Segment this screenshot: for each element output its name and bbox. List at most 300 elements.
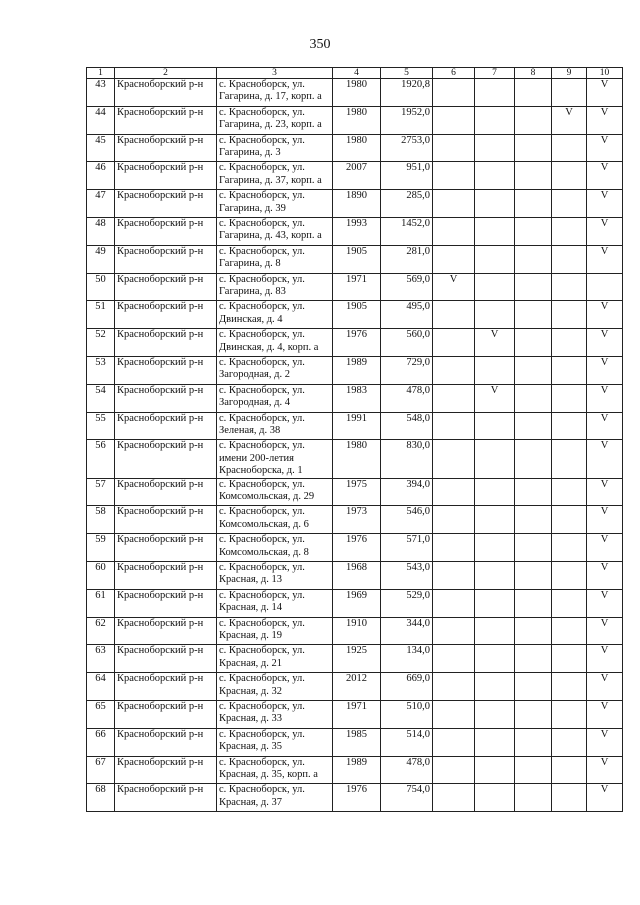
mark-cell-9 — [552, 784, 587, 812]
mark-cell-8 — [515, 617, 552, 645]
mark-cell-7 — [475, 134, 515, 162]
mark-cell-7: V — [475, 329, 515, 357]
area-cell: 394,0 — [381, 478, 433, 506]
mark-cell-9 — [552, 440, 587, 478]
year-cell: 1925 — [333, 645, 381, 673]
row-number: 50 — [87, 273, 115, 301]
mark-cell-6 — [433, 506, 475, 534]
area-cell: 510,0 — [381, 700, 433, 728]
mark-cell-7 — [475, 245, 515, 273]
area-cell: 344,0 — [381, 617, 433, 645]
district-cell: Красноборский р-н — [115, 728, 217, 756]
mark-cell-7 — [475, 645, 515, 673]
mark-cell-7 — [475, 506, 515, 534]
mark-cell-10: V — [587, 673, 623, 701]
year-cell: 1905 — [333, 301, 381, 329]
mark-cell-10: V — [587, 162, 623, 190]
area-cell: 285,0 — [381, 190, 433, 218]
mark-cell-6 — [433, 301, 475, 329]
mark-cell-6 — [433, 728, 475, 756]
address-cell: с. Красноборск, ул. Зеленая, д. 38 — [217, 412, 333, 440]
table-row — [87, 700, 623, 728]
area-cell: 546,0 — [381, 506, 433, 534]
year-cell: 1980 — [333, 134, 381, 162]
area-cell: 571,0 — [381, 534, 433, 562]
area-cell: 569,0 — [381, 273, 433, 301]
mark-cell-9 — [552, 645, 587, 673]
mark-cell-8 — [515, 534, 552, 562]
district-cell: Красноборский р-н — [115, 273, 217, 301]
area-cell: 543,0 — [381, 561, 433, 589]
table-body — [87, 79, 623, 812]
mark-cell-8 — [515, 784, 552, 812]
table-row — [87, 162, 623, 190]
mark-cell-10: V — [587, 756, 623, 784]
area-cell: 754,0 — [381, 784, 433, 812]
mark-cell-8 — [515, 700, 552, 728]
mark-cell-8 — [515, 673, 552, 701]
address-cell: с. Красноборск, ул. Загородная, д. 2 — [217, 356, 333, 384]
area-cell: 281,0 — [381, 245, 433, 273]
mark-cell-8 — [515, 440, 552, 478]
mark-cell-8 — [515, 384, 552, 412]
mark-cell-7 — [475, 728, 515, 756]
area-cell: 548,0 — [381, 412, 433, 440]
mark-cell-7 — [475, 700, 515, 728]
row-number: 44 — [87, 106, 115, 134]
area-cell: 514,0 — [381, 728, 433, 756]
mark-cell-9 — [552, 700, 587, 728]
district-cell: Красноборский р-н — [115, 301, 217, 329]
mark-cell-10: V — [587, 79, 623, 107]
table-row — [87, 534, 623, 562]
table-row — [87, 245, 623, 273]
address-cell: с. Красноборск, ул. Красная, д. 33 — [217, 700, 333, 728]
mark-cell-6 — [433, 561, 475, 589]
mark-cell-7 — [475, 217, 515, 245]
row-number: 45 — [87, 134, 115, 162]
column-header: 1 — [87, 68, 115, 79]
mark-cell-6 — [433, 329, 475, 357]
table-row — [87, 561, 623, 589]
address-cell: с. Красноборск, ул. Гагарина, д. 37, корп. а — [217, 162, 333, 190]
district-cell: Красноборский р-н — [115, 384, 217, 412]
table-row — [87, 506, 623, 534]
district-cell: Красноборский р-н — [115, 245, 217, 273]
area-cell: 478,0 — [381, 756, 433, 784]
mark-cell-6: V — [433, 273, 475, 301]
mark-cell-9 — [552, 384, 587, 412]
year-cell: 1989 — [333, 756, 381, 784]
district-cell: Красноборский р-н — [115, 190, 217, 218]
mark-cell-8 — [515, 412, 552, 440]
mark-cell-8 — [515, 645, 552, 673]
mark-cell-10: V — [587, 589, 623, 617]
mark-cell-9 — [552, 134, 587, 162]
mark-cell-10: V — [587, 134, 623, 162]
address-cell: с. Красноборск, ул. Комсомольская, д. 6 — [217, 506, 333, 534]
mark-cell-9 — [552, 356, 587, 384]
district-cell: Красноборский р-н — [115, 440, 217, 478]
mark-cell-7 — [475, 301, 515, 329]
mark-cell-10: V — [587, 617, 623, 645]
mark-cell-7 — [475, 412, 515, 440]
building-registry-table — [86, 67, 623, 812]
mark-cell-10: V — [587, 728, 623, 756]
year-cell: 1976 — [333, 534, 381, 562]
mark-cell-7 — [475, 79, 515, 107]
mark-cell-10: V — [587, 412, 623, 440]
area-cell: 1452,0 — [381, 217, 433, 245]
district-cell: Красноборский р-н — [115, 412, 217, 440]
mark-cell-10: V — [587, 301, 623, 329]
mark-cell-7 — [475, 673, 515, 701]
mark-cell-9 — [552, 534, 587, 562]
row-number: 63 — [87, 645, 115, 673]
mark-cell-6 — [433, 412, 475, 440]
mark-cell-6 — [433, 106, 475, 134]
column-header: 3 — [217, 68, 333, 79]
mark-cell-8 — [515, 756, 552, 784]
mark-cell-9 — [552, 561, 587, 589]
district-cell: Красноборский р-н — [115, 561, 217, 589]
mark-cell-9: V — [552, 106, 587, 134]
mark-cell-6 — [433, 217, 475, 245]
address-cell: с. Красноборск, ул. Гагарина, д. 8 — [217, 245, 333, 273]
mark-cell-7 — [475, 478, 515, 506]
district-cell: Красноборский р-н — [115, 506, 217, 534]
mark-cell-9 — [552, 506, 587, 534]
mark-cell-9 — [552, 245, 587, 273]
district-cell: Красноборский р-н — [115, 106, 217, 134]
year-cell: 1969 — [333, 589, 381, 617]
row-number: 61 — [87, 589, 115, 617]
mark-cell-9 — [552, 617, 587, 645]
mark-cell-10: V — [587, 645, 623, 673]
address-cell: с. Красноборск, ул. Гагарина, д. 43, корп. а — [217, 217, 333, 245]
address-cell: с. Красноборск, ул. Загородная, д. 4 — [217, 384, 333, 412]
mark-cell-10: V — [587, 440, 623, 478]
address-cell: с. Красноборск, ул. Гагарина, д. 3 — [217, 134, 333, 162]
row-number: 53 — [87, 356, 115, 384]
row-number: 48 — [87, 217, 115, 245]
mark-cell-6 — [433, 384, 475, 412]
address-cell: с. Красноборск, ул. Красная, д. 35, корп. а — [217, 756, 333, 784]
district-cell: Красноборский р-н — [115, 217, 217, 245]
mark-cell-10: V — [587, 506, 623, 534]
mark-cell-9 — [552, 217, 587, 245]
year-cell: 1991 — [333, 412, 381, 440]
year-cell: 2012 — [333, 673, 381, 701]
mark-cell-10: V — [587, 329, 623, 357]
row-number: 65 — [87, 700, 115, 728]
row-number: 52 — [87, 329, 115, 357]
mark-cell-8 — [515, 217, 552, 245]
district-cell: Красноборский р-н — [115, 617, 217, 645]
address-cell: с. Красноборск, ул. Гагарина, д. 83 — [217, 273, 333, 301]
table-row — [87, 728, 623, 756]
district-cell: Красноборский р-н — [115, 79, 217, 107]
table-row — [87, 384, 623, 412]
table-row — [87, 673, 623, 701]
year-cell: 1905 — [333, 245, 381, 273]
row-number: 47 — [87, 190, 115, 218]
mark-cell-6 — [433, 79, 475, 107]
mark-cell-6 — [433, 784, 475, 812]
address-cell: с. Красноборск, ул. Комсомольская, д. 8 — [217, 534, 333, 562]
mark-cell-8 — [515, 162, 552, 190]
mark-cell-6 — [433, 134, 475, 162]
mark-cell-7 — [475, 561, 515, 589]
district-cell: Красноборский р-н — [115, 356, 217, 384]
mark-cell-9 — [552, 673, 587, 701]
column-header: 8 — [515, 68, 552, 79]
mark-cell-7 — [475, 440, 515, 478]
mark-cell-7 — [475, 589, 515, 617]
mark-cell-9 — [552, 412, 587, 440]
table-row — [87, 440, 623, 478]
column-number-row — [87, 68, 623, 79]
address-cell: с. Красноборск, ул. Красная, д. 21 — [217, 645, 333, 673]
mark-cell-8 — [515, 561, 552, 589]
address-cell: с. Красноборск, ул. Красная, д. 37 — [217, 784, 333, 812]
address-cell: с. Красноборск, ул. Комсомольская, д. 29 — [217, 478, 333, 506]
row-number: 67 — [87, 756, 115, 784]
mark-cell-6 — [433, 190, 475, 218]
area-cell: 951,0 — [381, 162, 433, 190]
area-cell: 830,0 — [381, 440, 433, 478]
area-cell: 729,0 — [381, 356, 433, 384]
area-cell: 669,0 — [381, 673, 433, 701]
mark-cell-8 — [515, 301, 552, 329]
column-header: 6 — [433, 68, 475, 79]
district-cell: Красноборский р-н — [115, 134, 217, 162]
mark-cell-10: V — [587, 700, 623, 728]
mark-cell-8 — [515, 329, 552, 357]
address-cell: с. Красноборск, ул. Гагарина, д. 39 — [217, 190, 333, 218]
mark-cell-7 — [475, 356, 515, 384]
mark-cell-9 — [552, 728, 587, 756]
district-cell: Красноборский р-н — [115, 673, 217, 701]
mark-cell-8 — [515, 589, 552, 617]
row-number: 60 — [87, 561, 115, 589]
table-row — [87, 329, 623, 357]
table-row — [87, 645, 623, 673]
year-cell: 1980 — [333, 440, 381, 478]
table-row — [87, 784, 623, 812]
table-row — [87, 301, 623, 329]
mark-cell-6 — [433, 673, 475, 701]
year-cell: 1976 — [333, 329, 381, 357]
mark-cell-10: V — [587, 106, 623, 134]
row-number: 58 — [87, 506, 115, 534]
row-number: 66 — [87, 728, 115, 756]
row-number: 56 — [87, 440, 115, 478]
district-cell: Красноборский р-н — [115, 784, 217, 812]
year-cell: 1910 — [333, 617, 381, 645]
mark-cell-7 — [475, 784, 515, 812]
mark-cell-6 — [433, 617, 475, 645]
mark-cell-8 — [515, 478, 552, 506]
address-cell: с. Красноборск, ул. Красная, д. 32 — [217, 673, 333, 701]
area-cell: 560,0 — [381, 329, 433, 357]
year-cell: 1973 — [333, 506, 381, 534]
district-cell: Красноборский р-н — [115, 589, 217, 617]
district-cell: Красноборский р-н — [115, 645, 217, 673]
mark-cell-10: V — [587, 245, 623, 273]
address-cell: с. Красноборск, ул. Двинская, д. 4 — [217, 301, 333, 329]
area-cell: 2753,0 — [381, 134, 433, 162]
mark-cell-8 — [515, 728, 552, 756]
table-row — [87, 106, 623, 134]
mark-cell-8 — [515, 506, 552, 534]
mark-cell-8 — [515, 273, 552, 301]
table-row — [87, 190, 623, 218]
address-cell: с. Красноборск, ул. Гагарина, д. 17, корп. а — [217, 79, 333, 107]
row-number: 68 — [87, 784, 115, 812]
column-header: 5 — [381, 68, 433, 79]
mark-cell-9 — [552, 273, 587, 301]
mark-cell-7 — [475, 534, 515, 562]
mark-cell-8 — [515, 245, 552, 273]
column-header: 2 — [115, 68, 217, 79]
column-header: 10 — [587, 68, 623, 79]
table-row — [87, 617, 623, 645]
mark-cell-10: V — [587, 217, 623, 245]
row-number: 57 — [87, 478, 115, 506]
table-row — [87, 356, 623, 384]
mark-cell-6 — [433, 589, 475, 617]
table-row — [87, 478, 623, 506]
mark-cell-7: V — [475, 384, 515, 412]
district-cell: Красноборский р-н — [115, 478, 217, 506]
row-number: 43 — [87, 79, 115, 107]
mark-cell-6 — [433, 534, 475, 562]
address-cell: с. Красноборск, ул. Красная, д. 14 — [217, 589, 333, 617]
mark-cell-6 — [433, 356, 475, 384]
row-number: 51 — [87, 301, 115, 329]
year-cell: 1968 — [333, 561, 381, 589]
year-cell: 1993 — [333, 217, 381, 245]
mark-cell-8 — [515, 356, 552, 384]
district-cell: Красноборский р-н — [115, 756, 217, 784]
address-cell: с. Красноборск, ул. Двинская, д. 4, корп. а — [217, 329, 333, 357]
mark-cell-7 — [475, 273, 515, 301]
table-row — [87, 273, 623, 301]
column-header: 7 — [475, 68, 515, 79]
mark-cell-6 — [433, 440, 475, 478]
mark-cell-9 — [552, 329, 587, 357]
year-cell: 1971 — [333, 273, 381, 301]
table-row — [87, 756, 623, 784]
mark-cell-10: V — [587, 190, 623, 218]
year-cell: 1980 — [333, 79, 381, 107]
mark-cell-6 — [433, 478, 475, 506]
mark-cell-9 — [552, 162, 587, 190]
address-cell: с. Красноборск, ул. Красная, д. 35 — [217, 728, 333, 756]
year-cell: 1890 — [333, 190, 381, 218]
column-header: 4 — [333, 68, 381, 79]
mark-cell-9 — [552, 756, 587, 784]
mark-cell-7 — [475, 190, 515, 218]
address-cell: с. Красноборск, ул. Гагарина, д. 23, корп. а — [217, 106, 333, 134]
district-cell: Красноборский р-н — [115, 329, 217, 357]
district-cell: Красноборский р-н — [115, 700, 217, 728]
row-number: 62 — [87, 617, 115, 645]
mark-cell-10: V — [587, 384, 623, 412]
mark-cell-6 — [433, 162, 475, 190]
page-number: 350 — [309, 37, 331, 52]
mark-cell-10: V — [587, 561, 623, 589]
table-row — [87, 412, 623, 440]
row-number: 49 — [87, 245, 115, 273]
address-cell: с. Красноборск, ул. Красная, д. 19 — [217, 617, 333, 645]
area-cell: 134,0 — [381, 645, 433, 673]
address-cell: с. Красноборск, ул. имени 200-летия Красноборска, д. 1 — [217, 440, 333, 478]
year-cell: 1985 — [333, 728, 381, 756]
address-cell: с. Красноборск, ул. Красная, д. 13 — [217, 561, 333, 589]
year-cell: 1980 — [333, 106, 381, 134]
area-cell: 1920,8 — [381, 79, 433, 107]
district-cell: Красноборский р-н — [115, 534, 217, 562]
mark-cell-6 — [433, 700, 475, 728]
mark-cell-9 — [552, 79, 587, 107]
area-cell: 529,0 — [381, 589, 433, 617]
row-number: 64 — [87, 673, 115, 701]
year-cell: 1983 — [333, 384, 381, 412]
mark-cell-9 — [552, 301, 587, 329]
row-number: 55 — [87, 412, 115, 440]
district-cell: Красноборский р-н — [115, 162, 217, 190]
mark-cell-6 — [433, 756, 475, 784]
mark-cell-9 — [552, 190, 587, 218]
mark-cell-8 — [515, 134, 552, 162]
table-row — [87, 134, 623, 162]
mark-cell-8 — [515, 79, 552, 107]
mark-cell-10: V — [587, 534, 623, 562]
area-cell: 495,0 — [381, 301, 433, 329]
column-header: 9 — [552, 68, 587, 79]
mark-cell-6 — [433, 645, 475, 673]
table-row — [87, 79, 623, 107]
year-cell: 1971 — [333, 700, 381, 728]
mark-cell-7 — [475, 106, 515, 134]
area-cell: 1952,0 — [381, 106, 433, 134]
table-row — [87, 589, 623, 617]
mark-cell-8 — [515, 106, 552, 134]
year-cell: 1976 — [333, 784, 381, 812]
mark-cell-9 — [552, 589, 587, 617]
mark-cell-8 — [515, 190, 552, 218]
mark-cell-6 — [433, 245, 475, 273]
year-cell: 1975 — [333, 478, 381, 506]
year-cell: 1989 — [333, 356, 381, 384]
mark-cell-10: V — [587, 784, 623, 812]
mark-cell-10 — [587, 273, 623, 301]
mark-cell-7 — [475, 617, 515, 645]
area-cell: 478,0 — [381, 384, 433, 412]
row-number: 59 — [87, 534, 115, 562]
mark-cell-7 — [475, 756, 515, 784]
table-row — [87, 217, 623, 245]
mark-cell-9 — [552, 478, 587, 506]
row-number: 54 — [87, 384, 115, 412]
mark-cell-7 — [475, 162, 515, 190]
mark-cell-10: V — [587, 356, 623, 384]
mark-cell-10: V — [587, 478, 623, 506]
year-cell: 2007 — [333, 162, 381, 190]
row-number: 46 — [87, 162, 115, 190]
